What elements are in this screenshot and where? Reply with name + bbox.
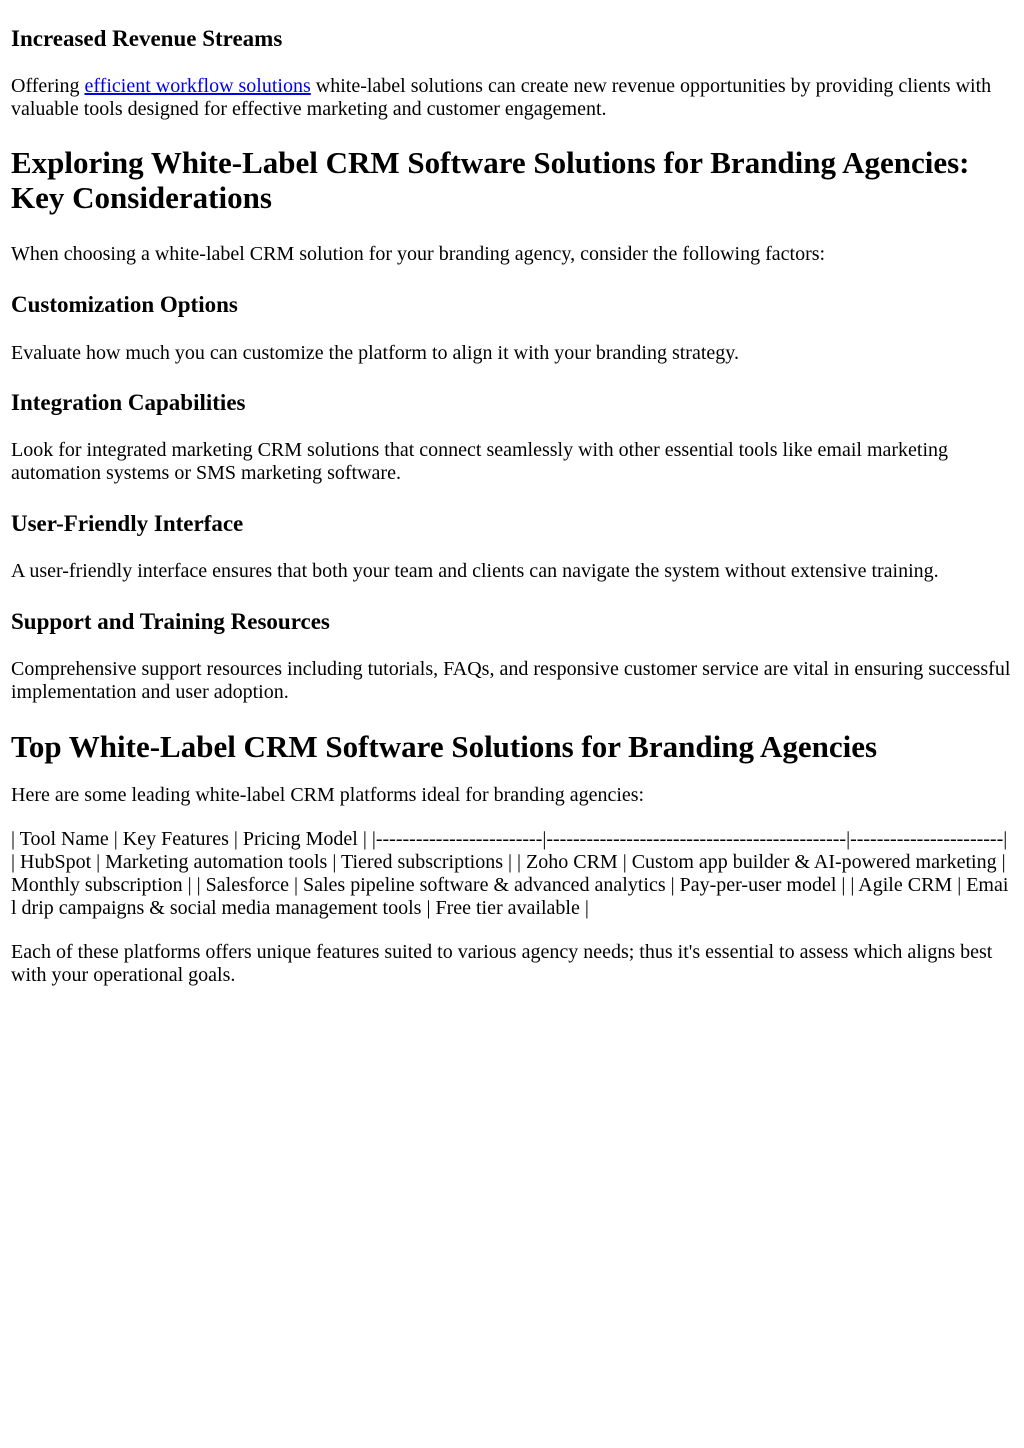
efficient-workflow-link[interactable]: efficient workflow solutions	[84, 75, 311, 97]
support-text: Comprehensive support resources including tutorials, FAQs, and responsive customer service are vital in ensuring successful implementation and user adoption.	[11, 658, 1011, 703]
revenue-text-before-link: Offering	[11, 75, 85, 97]
top-intro: Here are some leading white-label CRM platforms ideal for branding agencies:	[11, 784, 645, 806]
top-heading: Top White-Label CRM Software Solutions for Branding Agencies	[11, 729, 878, 764]
customization-text: Evaluate how much you can customize the platform to align it with your branding strategy.	[11, 342, 739, 364]
exploring-intro: When choosing a white-label CRM solution for your branding agency, consider the following factors:	[11, 243, 826, 265]
revenue-paragraph	[11, 75, 1013, 121]
interface-heading: User-Friendly Interface	[11, 511, 244, 536]
crm-table-text: | Tool Name | Key Features | Pricing Model | |-------------------------|---------------------------------------------|-----------------------| | HubSpot | Marketing automation tools | Tiered subscriptions | | Zoho CRM | Custom app builder & AI-powered marketing | Monthly subscription | | Salesforce | Sales pipeline software & advanced analytics | Pay-per-user model | | Agile CRM | Email drip campaigns & social media management tools | Free tier available |	[11, 828, 1009, 919]
integration-heading: Integration Capabilities	[11, 390, 246, 415]
revenue-text-after-link: white-label solutions can create new revenue opportunities by providing clients with valuable tools designed for effective marketing and customer engagement.	[11, 75, 992, 120]
revenue-heading: Increased Revenue Streams	[11, 26, 283, 51]
interface-text: A user-friendly interface ensures that both your team and clients can navigate the system without extensive training.	[11, 560, 939, 582]
support-heading: Support and Training Resources	[11, 609, 330, 634]
top-closing: Each of these platforms offers unique features suited to various agency needs; thus it's essential to assess which aligns best with your operational goals.	[11, 941, 993, 986]
exploring-heading: Exploring White-Label CRM Software Solutions for Branding Agencies: Key Considerations	[11, 145, 970, 215]
integration-text: Look for integrated marketing CRM solutions that connect seamlessly with other essential tools like email marketing automation systems or SMS marketing software.	[11, 439, 949, 484]
customization-heading: Customization Options	[11, 292, 238, 317]
